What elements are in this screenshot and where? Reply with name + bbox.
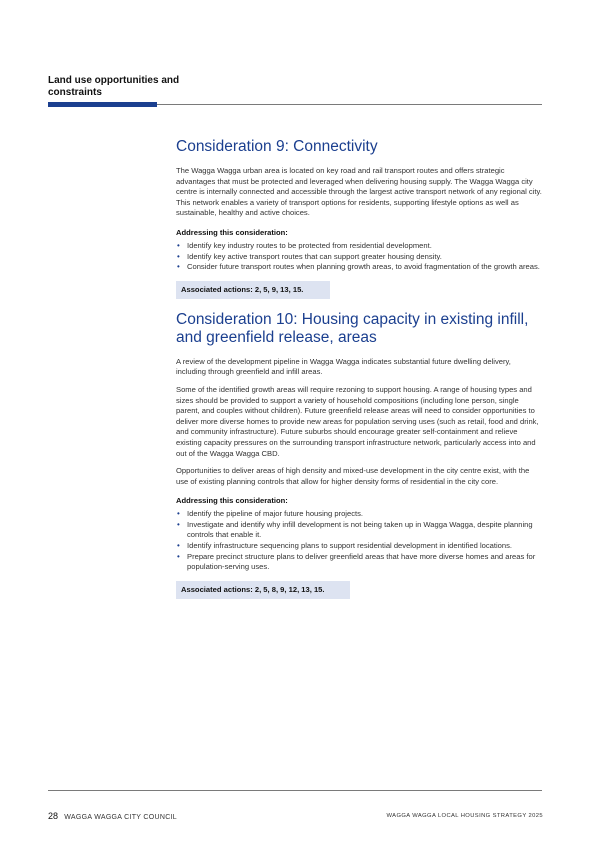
section-title: Land use opportunities and constraints — [48, 75, 180, 98]
consideration-10-heading: Consideration 10: Housing capacity in existing infill, and greenfield release, areas — [176, 310, 529, 346]
consideration-9-addressing-heading: Addressing this consideration: — [176, 227, 288, 237]
bullet-icon: • — [177, 509, 180, 519]
list-item: • Consider future transport routes when planning growth areas, to avoid fragmentation of the growth areas. — [177, 262, 540, 272]
list-item: • Identify the pipeline of major future housing projects. — [177, 509, 364, 519]
bullet-icon: • — [177, 519, 180, 529]
consideration-10-addressing-heading: Addressing this consideration: — [176, 496, 288, 506]
footer-council-name: WAGGA WAGGA CITY COUNCIL — [64, 814, 177, 821]
consideration-9-bullet-list — [176, 241, 542, 273]
list-item: • Prepare precinct structure plans to deliver greenfield areas that have more diverse homes and areas for population-serving uses. — [177, 551, 536, 572]
header-accent-bar — [48, 102, 157, 107]
consideration-10-bullet-list — [176, 509, 542, 573]
page-number: 28 — [48, 811, 59, 821]
list-item: • Identify key active transport routes that can support greater housing density. — [177, 251, 442, 261]
consideration-10-paragraph: A review of the development pipeline in Wagga Wagga indicates substantial future dwelling delivery, including through greenfield and infill areas. — [176, 356, 511, 377]
consideration-9-heading: Consideration 9: Connectivity — [176, 138, 378, 155]
bullet-icon: • — [177, 541, 180, 551]
list-item: • Investigate and identify why infill development is not being taken up in Wagga Wagga, despite planning controls that enable it. — [177, 519, 533, 540]
main-content — [176, 138, 542, 611]
footer-left — [48, 811, 177, 821]
consideration-10-associated-actions: Associated actions: 2, 5, 8, 9, 12, 13, 15. — [176, 581, 350, 599]
bullet-icon: • — [177, 262, 180, 272]
list-item: • Identify key industry routes to be protected from residential development. — [177, 240, 432, 250]
bullet-icon: • — [177, 240, 180, 250]
footer-document-title: WAGGA WAGGA LOCAL HOUSING STRATEGY 2025 — [386, 813, 543, 819]
consideration-10-paragraph: Opportunities to deliver areas of high density and mixed-use development in the city centre exist, with the use of existing planning controls that allow for higher density forms of residential in the city core. — [176, 466, 530, 486]
footer-divider — [48, 790, 542, 791]
consideration-10-paragraph: Some of the identified growth areas will require rezoning to support housing. A range of housing types and sizes should be provided to support a variety of household compositions (including lone person, single parent, and couples without children). Future greenfield release areas will need to consider opportunities to deliver more diverse homes to provide new areas for population serving uses (such as retail, food and drink, and community infrastructure). Future suburbs should encourage greater self-containment and relieve existing capacity pressures on the surrounding transport infrastructure network, particularly access into and out of the Wagga Wagga CBD. — [176, 384, 539, 458]
consideration-9-paragraph: The Wagga Wagga urban area is located on key road and rail transport routes and offers strategic advantages that must be protected and leveraged when delivering housing supply. The Wagga Wagga city centre is internally connected and accessible through the largest active transport network of any regional city. This network enables a variety of transport options for residents, supporting lifestyle options as well as sustainable, healthy and active choices. — [176, 166, 542, 218]
bullet-icon: • — [177, 551, 180, 561]
list-item: • Identify infrastructure sequencing plans to support residential development in identified locations. — [177, 541, 513, 551]
consideration-9-associated-actions: Associated actions: 2, 5, 9, 13, 15. — [176, 281, 330, 299]
bullet-icon: • — [177, 251, 180, 261]
